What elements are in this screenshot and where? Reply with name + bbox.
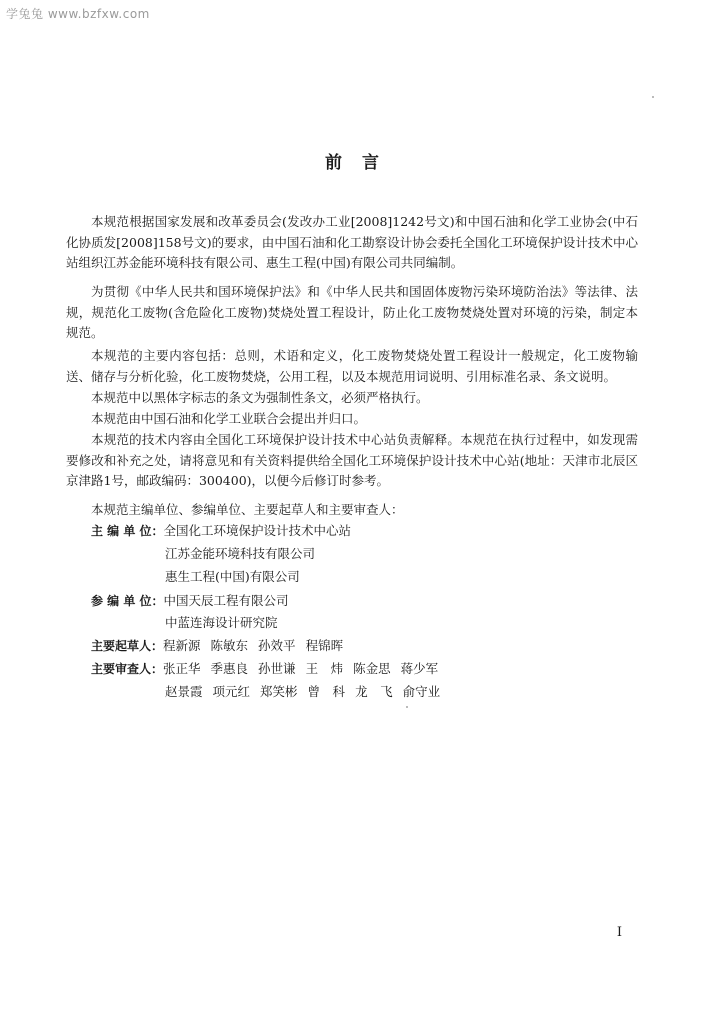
reviewers-label: 主要审查人： [91,662,164,676]
reviewers-row-2 [165,682,450,703]
reviewer-name: 季惠良 [210,661,249,676]
reviewer-name: 蒋少军 [400,661,439,676]
drafter-name: 程锦晖 [305,638,344,653]
co-editor-unit: 中蓝连海设计研究院 [165,615,278,630]
co-editor-unit: 中国天辰工程有限公司 [163,593,289,608]
paragraph-contents: 本规范的主要内容包括：总则，术语和定义，化工废物焚烧处置工程设计一般规定，化工废物输送、储存与分析化验，化工废物焚烧，公用工程，以及本规范用词说明、引用标准名录、条文说明。 [66,348,638,384]
drafters-label: 主要起草人： [91,639,164,653]
chief-editor-unit: 江苏金能环境科技有限公司 [165,546,316,561]
reviewer-name: 项元红 [212,684,251,699]
reviewer-name: 孙世谦 [258,661,296,676]
chief-editor-unit: 全国化工环境保护设计技术中心站 [163,523,352,538]
reviewer-name: 陈金思 [353,661,391,676]
watermark-text: 学兔兔 www.bzfxw.com [6,7,150,21]
paragraph-units-intro: 本规范主编单位、参编单位、主要起草人和主要审查人： [91,502,404,517]
reviewer-name: 王 炜 [305,661,344,676]
co-editors-row [91,591,289,612]
reviewer-name: 张正华 [163,661,201,676]
paragraph-mandatory: 本规范中以黑体字标志的条文为强制性条文，必须严格执行。 [91,390,429,405]
reviewer-name: 俞守业 [402,684,441,699]
reviewer-name: 赵景霞 [165,684,203,699]
reviewer-name: 郑笑彬 [260,684,298,699]
scan-speck [652,96,654,98]
paragraph-interpretation: 本规范的技术内容由全国化工环境保护设计技术中心站负责解释。本规范在执行过程中，如发现需要修改和补充之处，请将意见和有关资料提供给全国化工环境保护设计技术中心站(地址：天津市北辰区京津路1号，邮政编码：300400)，以便今后修订时参考。 [66,432,638,488]
co-editors-label: 参 编 单 位： [91,594,164,608]
chief-editors-row [91,521,351,542]
paragraph-basis: 本规范根据国家发展和改革委员会(发改办工业[2008]1242号文)和中国石油和化学工业协会(中石化协质发[2008]158号文)的要求，由中国石油和化工勘察设计协会委托全国化工环境保护设计技术中心站组织江苏金能环境科技有限公司、惠生工程(中国)有限公司共同编制。 [66,214,638,270]
scan-speck [406,706,408,708]
chief-editors-label: 主 编 单 位： [91,524,164,538]
reviewer-name: 龙 飞 [355,684,393,699]
page-title: 前言 [325,153,399,173]
drafter-name: 孙效平 [258,638,296,653]
drafter-name: 程新源 [163,638,201,653]
reviewer-name: 曾 科 [307,684,346,699]
drafter-name: 陈敏东 [210,638,249,653]
paragraph-purpose: 为贯彻《中华人民共和国环境保护法》和《中华人民共和国固体废物污染环境防治法》等法律、法规，规范化工废物(含危险化工废物)焚烧处置工程设计，防止化工废物焚烧处置对环境的污染，制定本规范。 [66,284,638,340]
reviewers-row [91,659,448,680]
page-number: I [616,925,622,940]
chief-editor-unit: 惠生工程(中国)有限公司 [165,569,300,584]
paragraph-proposer: 本规范由中国石油和化学工业联合会提出并归口。 [91,411,367,426]
drafters-row [91,636,353,657]
